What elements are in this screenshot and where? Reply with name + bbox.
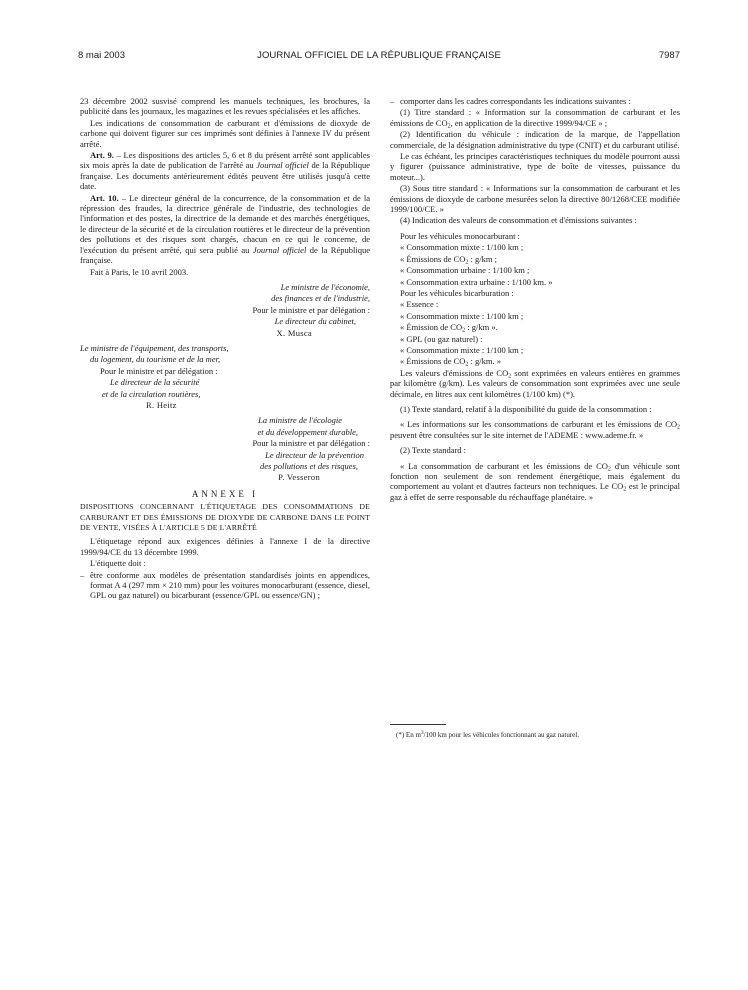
texte-standard-2: (2) Texte standard : — [400, 445, 467, 456]
subscript-2: 2 — [465, 259, 469, 266]
signature-2-delegation: Pour le ministre et par délégation : — [100, 365, 218, 376]
header-date: 8 mai 2003 — [78, 50, 126, 61]
footnote — [396, 731, 680, 740]
paragraph-etiquette-doit: L'étiquette doit : — [90, 558, 146, 569]
list-item: « Essence : — [400, 299, 439, 310]
valeurs-emissions — [390, 368, 680, 399]
signature-1-delegation: Pour le ministre et par délégation : — [252, 304, 370, 315]
ademe-text: « Les informations sur les consommations de carburant et les émissions de CO — [400, 419, 677, 430]
consommation-text-end: est le principal gaz à effet de serre responsable du réchauffage planétaire. » — [390, 481, 680, 502]
signature-3-role: Le directeur de la prévention — [265, 449, 364, 460]
ademe-text-end: peuvent être consultées sur le site internet de l'ADEME : www.ademe.fr. » — [390, 429, 644, 440]
list-item-text: « Émission de CO — [400, 322, 463, 333]
indication-valeurs: (4) Indication des valeurs de consommation et d'émissions suivantes : — [400, 215, 637, 226]
bi-title: Pour les véhicules bicarburation : — [400, 287, 514, 298]
footnote-rule — [390, 724, 446, 725]
list-item: « Consommation urbaine : 1/100 km ; — [400, 265, 530, 276]
subscript-2: 2 — [607, 466, 611, 473]
left-column — [80, 96, 370, 602]
list-item — [390, 254, 680, 264]
footnote-text-end: /100 km pour les véhicules fonctionnant au gaz naturel. — [423, 731, 579, 739]
list-item-text-end: : g/km. » — [468, 356, 501, 367]
signature-2-title: Le ministre de l'équipement, des transports, — [80, 342, 229, 353]
informations-ademe — [390, 419, 680, 440]
identification-vehicule: (2) Identification du véhicule : indication de la marque, de l'appellation commerciale, de la désignation administrative du type (CNIT) et du carburant utilisé. — [390, 129, 680, 150]
fait-a-paris: Fait à Paris, le 10 avril 2003. — [90, 266, 189, 277]
consommation-carburant — [390, 461, 680, 503]
subscript-2: 2 — [462, 327, 466, 334]
consommation-text: « La consommation de carburant et les émissions de CO — [400, 460, 608, 471]
valeurs-text: Les valeurs d'émissions de CO — [400, 367, 509, 378]
article-10-text: – Le directeur général de la concurrence, de la consommation et de la répression des fraudes, la directrice générale de l'industrie, des technologies de l'information et des postes, la directrice de la demande et des marchés énergétiques, le directeur de la sécurité et de la circulation routières et le directeur de la prévention des pollutions et des risques sont chargés, chacun en ce qui le concerne, de l'exécution du présent arrêté, qui sera publié au — [80, 192, 370, 255]
article-10-text-end: de la République française. — [80, 244, 370, 266]
article-9-text: – Les dispositions des articles 5, 6 et 8 du présent arrêté sont applicables six mois après la date de publication de l'arrêté au — [80, 150, 370, 171]
page-number: 7987 — [658, 50, 680, 61]
dash-item-comporter: – comporter dans les cadres correspondants les indications suivantes : — [390, 96, 680, 106]
caracteristiques-techniques: Le cas échéant, les principes caractéristiques techniques du modèle pourront aussi y figurer (puissance administrative, type de boîte de vitesses, puissance du moteur...). — [390, 151, 680, 182]
annexe-title: DISPOSITIONS CONCERNANT L'ÉTIQUETAGE DES CONSOMMATIONS DE CARBURANT ET DES ÉMISSIONS DE DIOXYDE DE CARBONE DANS LE POINT DE VENTE, VISÉES À L'ARTICLE 5 DE L'ARRÊTÉ — [80, 502, 370, 533]
subscript-2: 2 — [677, 424, 680, 431]
list-item-text: « Émissions de CO — [400, 253, 466, 264]
list-item: « GPL (ou gaz naturel) : — [400, 333, 483, 344]
list-item: « Consommation extra urbaine : 1/100 km. » — [400, 276, 553, 287]
journal-officiel-ref: Journal officiel — [256, 160, 309, 171]
sous-titre-standard: (3) Sous titre standard : « Informations sur la consommation de carburant et les émissions de dioxyde de carbone mesurées selon la directive 80/1268/CEE modifiée 1999/100/CE. » — [390, 183, 680, 215]
dash-item-conforme: – être conforme aux modèles de présentation standardisés joints en appendices, format A 4 (297 mm × 210 mm) pour les voitures monocarburant (essence, diesel, GPL ou gaz naturel) ou bicarburant (essence/GPL ou essence/GN) ; — [80, 570, 370, 601]
titre-standard-text: (1) Titre standard : « Information sur la consommation de carburant et les émissions de CO — [390, 107, 680, 128]
subscript-2: 2 — [623, 486, 627, 493]
consommation-text-mid: d'un véhicule sont fonction non seulement de son rendement énergétique, mais également du comportement au volant et d'autres facteurs non techniques. Le CO — [390, 460, 680, 492]
subscript-2: 2 — [508, 373, 512, 380]
list-item — [390, 356, 680, 366]
signature-1-title-2: des finances et de l'industrie, — [271, 293, 370, 304]
article-9-label: Art. 9. — [90, 150, 114, 161]
signature-2-name: R. Heitz — [146, 399, 177, 410]
signature-3-title-2: et du développement durable, — [257, 426, 358, 437]
annexe-heading: ANNEXE I — [191, 488, 259, 499]
list-item-text-end: : g/km ; — [468, 253, 497, 264]
journal-officiel-ref: Journal officiel — [252, 244, 307, 255]
article-9-text-end: de la République française. Les documents antérieurement édités peuvent être utilisés jusqu'à cette date. — [80, 160, 370, 192]
list-item-text-end: : g/km ». — [465, 322, 498, 333]
subscript-2: 2 — [447, 123, 451, 130]
right-column — [390, 96, 680, 503]
page-header — [78, 50, 680, 64]
paragraph-indications: Les indications de consommation de carburant et d'émissions de dioxyde de carbone qui doivent figurer sur ces imprimés sont définies à l'annexe IV du présent arrêté. — [80, 117, 370, 149]
list-item: « Consommation mixte : 1/100 km ; — [400, 242, 524, 253]
texte-standard-1: (1) Texte standard, relatif à la disponibilité du guide de la consommation : — [400, 403, 652, 414]
signature-2-role: Le directeur de la sécurité — [110, 377, 200, 388]
list-item: « Consommation mixte : 1/100 km ; — [400, 310, 524, 321]
signature-1-title: Le ministre de l'économie, — [280, 281, 370, 292]
signature-1-name: X. Musca — [276, 327, 312, 338]
signature-2-title-2: du logement, du tourisme et de la mer, — [90, 354, 221, 365]
signature-1-role: Le directeur du cabinet, — [274, 316, 356, 327]
footnote-text: (*) En m — [396, 731, 421, 739]
signature-3-role-2: des pollutions et des risques, — [260, 461, 358, 471]
article-9 — [80, 150, 370, 192]
article-10-label: Art. 10. — [90, 192, 119, 203]
signature-3-name: P. Vesseron — [278, 472, 320, 483]
list-item-text: « Émissions de CO — [400, 356, 466, 367]
titre-standard-text-end: , en application de la directive 1999/94/CE » ; — [450, 117, 608, 128]
signature-2-role-2: et de la circulation routières, — [102, 388, 201, 399]
superscript-3: 3 — [420, 730, 424, 736]
list-item: « Consommation mixte : 1/100 km ; — [400, 344, 524, 355]
signature-3-title: La ministre de l'écologie — [258, 415, 342, 426]
paragraph-etiquetage: L'étiquetage répond aux exigences définies à l'annexe I de la directive 1999/94/CE du 13 décembre 1999. — [80, 536, 370, 557]
journal-title: JOURNAL OFFICIEL DE LA RÉPUBLIQUE FRANÇAISE — [257, 50, 501, 61]
signature-3-delegation: Pour la ministre et par délégation : — [252, 438, 370, 449]
article-10 — [80, 193, 370, 266]
mono-title: Pour les véhicules monocarburant : — [400, 230, 520, 241]
list-item — [390, 322, 680, 332]
valeurs-text-end: sont exprimées en valeurs entières en grammes par kilomètre (g/km). Les valeurs de consommation sont exprimées avec une seule décimale, en litres aux cent kilomètres (1/100 km) (*). — [390, 367, 680, 399]
titre-standard — [390, 107, 680, 128]
subscript-2: 2 — [465, 361, 469, 368]
paragraph-continuation: 23 décembre 2002 susvisé comprend les manuels techniques, les brochures, la publicité dans les journaux, les magazines et les revues spécialisées et les affiches. — [80, 96, 370, 117]
